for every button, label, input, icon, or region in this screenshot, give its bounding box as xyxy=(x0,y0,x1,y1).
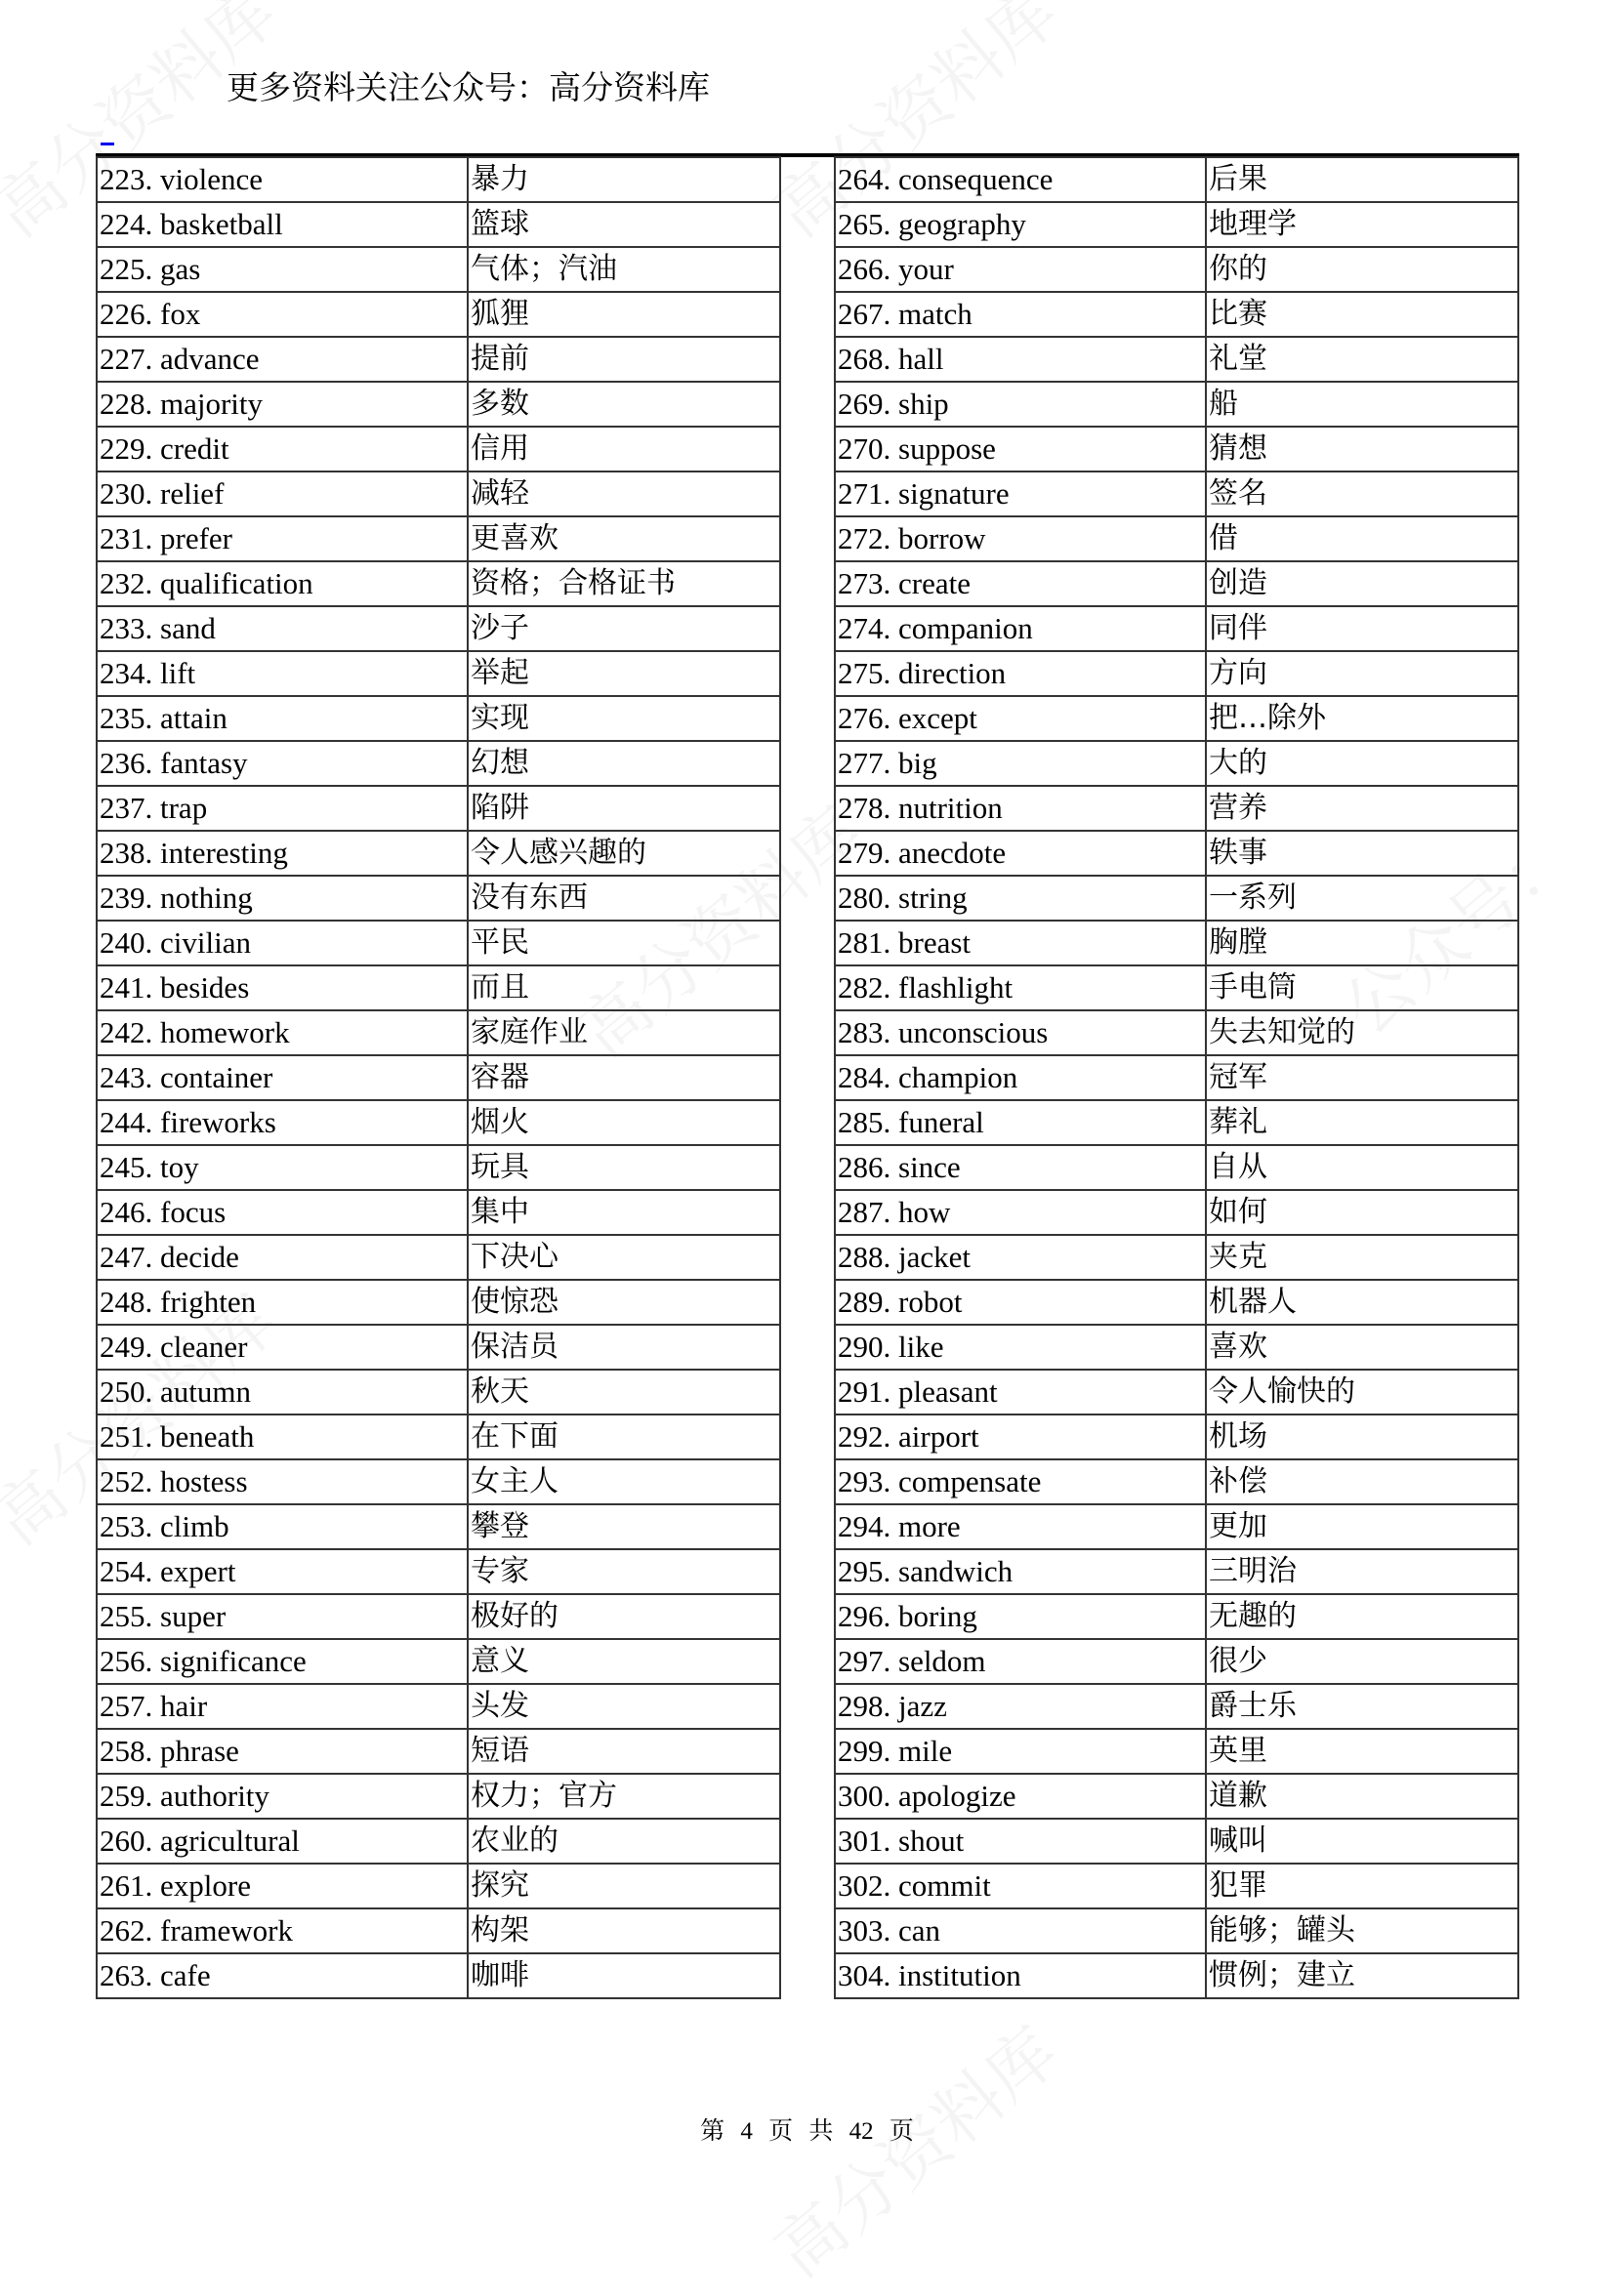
vocab-row xyxy=(835,337,1518,382)
chinese-meaning: 惯例；建立 xyxy=(1206,1953,1518,1998)
english-word: 237. trap xyxy=(97,786,468,831)
english-word: 303. can xyxy=(835,1908,1206,1953)
chinese-meaning: 令人感兴趣的 xyxy=(468,831,780,876)
english-word: 223. violence xyxy=(97,157,468,202)
vocab-row xyxy=(835,1549,1518,1594)
vocab-row xyxy=(835,247,1518,292)
chinese-meaning: 创造 xyxy=(1206,561,1518,606)
vocab-row xyxy=(97,1414,780,1459)
english-word: 286. since xyxy=(835,1145,1206,1190)
english-word: 229. credit xyxy=(97,427,468,472)
english-word: 290. like xyxy=(835,1325,1206,1370)
vocab-row xyxy=(97,1908,780,1953)
vocab-row xyxy=(97,965,780,1010)
chinese-meaning: 保洁员 xyxy=(468,1325,780,1370)
english-word: 255. super xyxy=(97,1594,468,1639)
chinese-meaning: 自从 xyxy=(1206,1145,1518,1190)
chinese-meaning: 而且 xyxy=(468,965,780,1010)
vocab-row xyxy=(97,1235,780,1280)
english-word: 280. string xyxy=(835,876,1206,921)
english-word: 227. advance xyxy=(97,337,468,382)
chinese-meaning: 营养 xyxy=(1206,786,1518,831)
vocab-row xyxy=(835,1639,1518,1684)
english-word: 233. sand xyxy=(97,606,468,651)
chinese-meaning: 资格；合格证书 xyxy=(468,561,780,606)
vocab-row xyxy=(97,1953,780,1998)
vocab-row xyxy=(835,427,1518,472)
vocab-row xyxy=(97,1325,780,1370)
english-word: 269. ship xyxy=(835,382,1206,427)
vocab-row xyxy=(835,876,1518,921)
english-word: 279. anecdote xyxy=(835,831,1206,876)
vocab-row xyxy=(97,696,780,741)
vocab-row xyxy=(97,831,780,876)
chinese-meaning: 构架 xyxy=(468,1908,780,1953)
english-word: 266. your xyxy=(835,247,1206,292)
english-word: 293. compensate xyxy=(835,1459,1206,1504)
vocab-row xyxy=(97,1549,780,1594)
chinese-meaning: 实现 xyxy=(468,696,780,741)
chinese-meaning: 女主人 xyxy=(468,1459,780,1504)
chinese-meaning: 喊叫 xyxy=(1206,1819,1518,1864)
english-word: 288. jacket xyxy=(835,1235,1206,1280)
chinese-meaning: 攀登 xyxy=(468,1504,780,1549)
vocab-row xyxy=(97,427,780,472)
chinese-meaning: 道歉 xyxy=(1206,1774,1518,1819)
english-word: 302. commit xyxy=(835,1864,1206,1908)
chinese-meaning: 在下面 xyxy=(468,1414,780,1459)
chinese-meaning: 意义 xyxy=(468,1639,780,1684)
chinese-meaning: 头发 xyxy=(468,1684,780,1729)
vocab-row xyxy=(835,1414,1518,1459)
vocab-row xyxy=(97,1684,780,1729)
chinese-meaning: 幻想 xyxy=(468,741,780,786)
english-word: 292. airport xyxy=(835,1414,1206,1459)
english-word: 278. nutrition xyxy=(835,786,1206,831)
chinese-meaning: 三明治 xyxy=(1206,1549,1518,1594)
english-word: 250. autumn xyxy=(97,1370,468,1414)
chinese-meaning: 多数 xyxy=(468,382,780,427)
vocab-row xyxy=(97,157,780,202)
vocab-row xyxy=(835,1504,1518,1549)
chinese-meaning: 犯罪 xyxy=(1206,1864,1518,1908)
chinese-meaning: 胸膛 xyxy=(1206,921,1518,965)
english-word: 253. climb xyxy=(97,1504,468,1549)
english-word: 273. create xyxy=(835,561,1206,606)
english-word: 291. pleasant xyxy=(835,1370,1206,1414)
english-word: 249. cleaner xyxy=(97,1325,468,1370)
chinese-meaning: 专家 xyxy=(468,1549,780,1594)
chinese-meaning: 冠军 xyxy=(1206,1055,1518,1100)
english-word: 301. shout xyxy=(835,1819,1206,1864)
vocab-row xyxy=(97,606,780,651)
chinese-meaning: 比赛 xyxy=(1206,292,1518,337)
english-word: 248. frighten xyxy=(97,1280,468,1325)
chinese-meaning: 探究 xyxy=(468,1864,780,1908)
chinese-meaning: 补偿 xyxy=(1206,1459,1518,1504)
chinese-meaning: 提前 xyxy=(468,337,780,382)
chinese-meaning: 权力；官方 xyxy=(468,1774,780,1819)
chinese-meaning: 轶事 xyxy=(1206,831,1518,876)
vocab-row xyxy=(835,1055,1518,1100)
vocab-table-left xyxy=(96,156,781,1999)
chinese-meaning: 手电筒 xyxy=(1206,965,1518,1010)
chinese-meaning: 签名 xyxy=(1206,472,1518,516)
chinese-meaning: 减轻 xyxy=(468,472,780,516)
chinese-meaning: 英里 xyxy=(1206,1729,1518,1774)
english-word: 234. lift xyxy=(97,651,468,696)
chinese-meaning: 把…除外 xyxy=(1206,696,1518,741)
vocab-row xyxy=(835,1819,1518,1864)
english-word: 238. interesting xyxy=(97,831,468,876)
english-word: 244. fireworks xyxy=(97,1100,468,1145)
vocab-row xyxy=(97,1774,780,1819)
vocab-row xyxy=(97,1504,780,1549)
english-word: 245. toy xyxy=(97,1145,468,1190)
english-word: 247. decide xyxy=(97,1235,468,1280)
chinese-meaning: 更喜欢 xyxy=(468,516,780,561)
vocab-row xyxy=(835,1459,1518,1504)
chinese-meaning: 下决心 xyxy=(468,1235,780,1280)
english-word: 246. focus xyxy=(97,1190,468,1235)
chinese-meaning: 玩具 xyxy=(468,1145,780,1190)
vocab-row xyxy=(97,876,780,921)
english-word: 231. prefer xyxy=(97,516,468,561)
chinese-meaning: 方向 xyxy=(1206,651,1518,696)
english-word: 257. hair xyxy=(97,1684,468,1729)
english-word: 264. consequence xyxy=(835,157,1206,202)
chinese-meaning: 篮球 xyxy=(468,202,780,247)
chinese-meaning: 借 xyxy=(1206,516,1518,561)
chinese-meaning: 家庭作业 xyxy=(468,1010,780,1055)
english-word: 287. how xyxy=(835,1190,1206,1235)
vocab-row xyxy=(835,561,1518,606)
english-word: 241. besides xyxy=(97,965,468,1010)
vocab-row xyxy=(835,1908,1518,1953)
page-number: 第 4 页 共 42 页 xyxy=(700,2118,914,2145)
english-word: 285. funeral xyxy=(835,1100,1206,1145)
english-word: 254. expert xyxy=(97,1549,468,1594)
chinese-meaning: 信用 xyxy=(468,427,780,472)
english-word: 230. relief xyxy=(97,472,468,516)
vocab-table-right xyxy=(834,156,1519,1999)
chinese-meaning: 后果 xyxy=(1206,157,1518,202)
english-word: 284. champion xyxy=(835,1055,1206,1100)
english-word: 277. big xyxy=(835,741,1206,786)
chinese-meaning: 失去知觉的 xyxy=(1206,1010,1518,1055)
vocab-row xyxy=(835,1594,1518,1639)
chinese-meaning: 船 xyxy=(1206,382,1518,427)
chinese-meaning: 举起 xyxy=(468,651,780,696)
english-word: 296. boring xyxy=(835,1594,1206,1639)
english-word: 298. jazz xyxy=(835,1684,1206,1729)
vocab-row xyxy=(97,1145,780,1190)
vocab-row xyxy=(835,1325,1518,1370)
english-word: 268. hall xyxy=(835,337,1206,382)
vocab-row xyxy=(835,831,1518,876)
english-word: 259. authority xyxy=(97,1774,468,1819)
vocab-row xyxy=(835,202,1518,247)
english-word: 224. basketball xyxy=(97,202,468,247)
english-word: 243. container xyxy=(97,1055,468,1100)
english-word: 263. cafe xyxy=(97,1953,468,1998)
chinese-meaning: 同伴 xyxy=(1206,606,1518,651)
english-word: 300. apologize xyxy=(835,1774,1206,1819)
english-word: 271. signature xyxy=(835,472,1206,516)
chinese-meaning: 一系列 xyxy=(1206,876,1518,921)
english-word: 299. mile xyxy=(835,1729,1206,1774)
chinese-meaning: 短语 xyxy=(468,1729,780,1774)
english-word: 275. direction xyxy=(835,651,1206,696)
english-word: 260. agricultural xyxy=(97,1819,468,1864)
english-word: 228. majority xyxy=(97,382,468,427)
vocab-row xyxy=(97,1190,780,1235)
english-word: 225. gas xyxy=(97,247,468,292)
chinese-meaning: 大的 xyxy=(1206,741,1518,786)
vocab-row xyxy=(97,1819,780,1864)
english-word: 267. match xyxy=(835,292,1206,337)
vocab-row xyxy=(97,516,780,561)
vocab-row xyxy=(97,921,780,965)
chinese-meaning: 爵士乐 xyxy=(1206,1684,1518,1729)
english-word: 281. breast xyxy=(835,921,1206,965)
vocab-row xyxy=(97,741,780,786)
chinese-meaning: 极好的 xyxy=(468,1594,780,1639)
vocab-row xyxy=(97,1639,780,1684)
vocab-row xyxy=(97,1100,780,1145)
chinese-meaning: 容器 xyxy=(468,1055,780,1100)
vocab-row xyxy=(835,786,1518,831)
english-word: 240. civilian xyxy=(97,921,468,965)
chinese-meaning: 猜想 xyxy=(1206,427,1518,472)
chinese-meaning: 农业的 xyxy=(468,1819,780,1864)
english-word: 235. attain xyxy=(97,696,468,741)
vocab-row xyxy=(835,741,1518,786)
vocab-row xyxy=(835,1953,1518,1998)
vocab-row xyxy=(97,247,780,292)
vocab-row xyxy=(835,1235,1518,1280)
english-word: 239. nothing xyxy=(97,876,468,921)
vocab-row xyxy=(97,1280,780,1325)
vocab-row xyxy=(97,1370,780,1414)
chinese-meaning: 机器人 xyxy=(1206,1280,1518,1325)
chinese-meaning: 平民 xyxy=(468,921,780,965)
page-header-title: 更多资料关注公众号：高分资料库 xyxy=(227,68,710,106)
chinese-meaning: 地理学 xyxy=(1206,202,1518,247)
english-word: 262. framework xyxy=(97,1908,468,1953)
vocab-row xyxy=(97,786,780,831)
vocab-row xyxy=(835,516,1518,561)
english-word: 274. companion xyxy=(835,606,1206,651)
vocab-row xyxy=(97,202,780,247)
vocab-row xyxy=(97,337,780,382)
vocab-row xyxy=(835,1864,1518,1908)
english-word: 272. borrow xyxy=(835,516,1206,561)
vocab-row xyxy=(97,1864,780,1908)
english-word: 297. seldom xyxy=(835,1639,1206,1684)
vocab-row xyxy=(835,472,1518,516)
english-word: 304. institution xyxy=(835,1953,1206,1998)
chinese-meaning: 气体；汽油 xyxy=(468,247,780,292)
chinese-meaning: 无趣的 xyxy=(1206,1594,1518,1639)
vocab-row xyxy=(97,1459,780,1504)
link-mark xyxy=(101,143,114,145)
chinese-meaning: 令人愉快的 xyxy=(1206,1370,1518,1414)
chinese-meaning: 很少 xyxy=(1206,1639,1518,1684)
vocab-row xyxy=(835,1684,1518,1729)
chinese-meaning: 机场 xyxy=(1206,1414,1518,1459)
vocab-row xyxy=(835,651,1518,696)
english-word: 236. fantasy xyxy=(97,741,468,786)
chinese-meaning: 你的 xyxy=(1206,247,1518,292)
chinese-meaning: 没有东西 xyxy=(468,876,780,921)
vocab-row xyxy=(835,292,1518,337)
chinese-meaning: 夹克 xyxy=(1206,1235,1518,1280)
vocab-row xyxy=(97,472,780,516)
english-word: 289. robot xyxy=(835,1280,1206,1325)
chinese-meaning: 喜欢 xyxy=(1206,1325,1518,1370)
vocab-row xyxy=(835,1010,1518,1055)
chinese-meaning: 陷阱 xyxy=(468,786,780,831)
chinese-meaning: 礼堂 xyxy=(1206,337,1518,382)
vocab-row xyxy=(835,696,1518,741)
chinese-meaning: 烟火 xyxy=(468,1100,780,1145)
chinese-meaning: 葬礼 xyxy=(1206,1100,1518,1145)
english-word: 270. suppose xyxy=(835,427,1206,472)
vocab-row xyxy=(835,1190,1518,1235)
english-word: 265. geography xyxy=(835,202,1206,247)
english-word: 226. fox xyxy=(97,292,468,337)
vocab-row xyxy=(97,382,780,427)
english-word: 261. explore xyxy=(97,1864,468,1908)
english-word: 294. more xyxy=(835,1504,1206,1549)
chinese-meaning: 使惊恐 xyxy=(468,1280,780,1325)
vocab-row xyxy=(97,1010,780,1055)
english-word: 252. hostess xyxy=(97,1459,468,1504)
vocab-row xyxy=(97,651,780,696)
english-word: 258. phrase xyxy=(97,1729,468,1774)
english-word: 283. unconscious xyxy=(835,1010,1206,1055)
vocab-row xyxy=(97,1055,780,1100)
vocab-row xyxy=(97,1729,780,1774)
english-word: 242. homework xyxy=(97,1010,468,1055)
vocab-row xyxy=(835,965,1518,1010)
vocab-row xyxy=(97,1594,780,1639)
english-word: 256. significance xyxy=(97,1639,468,1684)
vocab-row xyxy=(835,1370,1518,1414)
english-word: 282. flashlight xyxy=(835,965,1206,1010)
chinese-meaning: 秋天 xyxy=(468,1370,780,1414)
vocab-row xyxy=(835,921,1518,965)
chinese-meaning: 更加 xyxy=(1206,1504,1518,1549)
vocab-row xyxy=(835,1729,1518,1774)
english-word: 276. except xyxy=(835,696,1206,741)
vocab-row xyxy=(835,1774,1518,1819)
chinese-meaning: 狐狸 xyxy=(468,292,780,337)
vocab-row xyxy=(97,292,780,337)
english-word: 251. beneath xyxy=(97,1414,468,1459)
english-word: 295. sandwich xyxy=(835,1549,1206,1594)
vocab-row xyxy=(835,157,1518,202)
english-word: 232. qualification xyxy=(97,561,468,606)
vocab-row xyxy=(835,606,1518,651)
chinese-meaning: 集中 xyxy=(468,1190,780,1235)
chinese-meaning: 如何 xyxy=(1206,1190,1518,1235)
chinese-meaning: 沙子 xyxy=(468,606,780,651)
chinese-meaning: 暴力 xyxy=(468,157,780,202)
chinese-meaning: 咖啡 xyxy=(468,1953,780,1998)
vocab-row xyxy=(835,1145,1518,1190)
vocab-row xyxy=(97,561,780,606)
vocab-row xyxy=(835,382,1518,427)
vocab-row xyxy=(835,1280,1518,1325)
chinese-meaning: 能够；罐头 xyxy=(1206,1908,1518,1953)
vocab-row xyxy=(835,1100,1518,1145)
